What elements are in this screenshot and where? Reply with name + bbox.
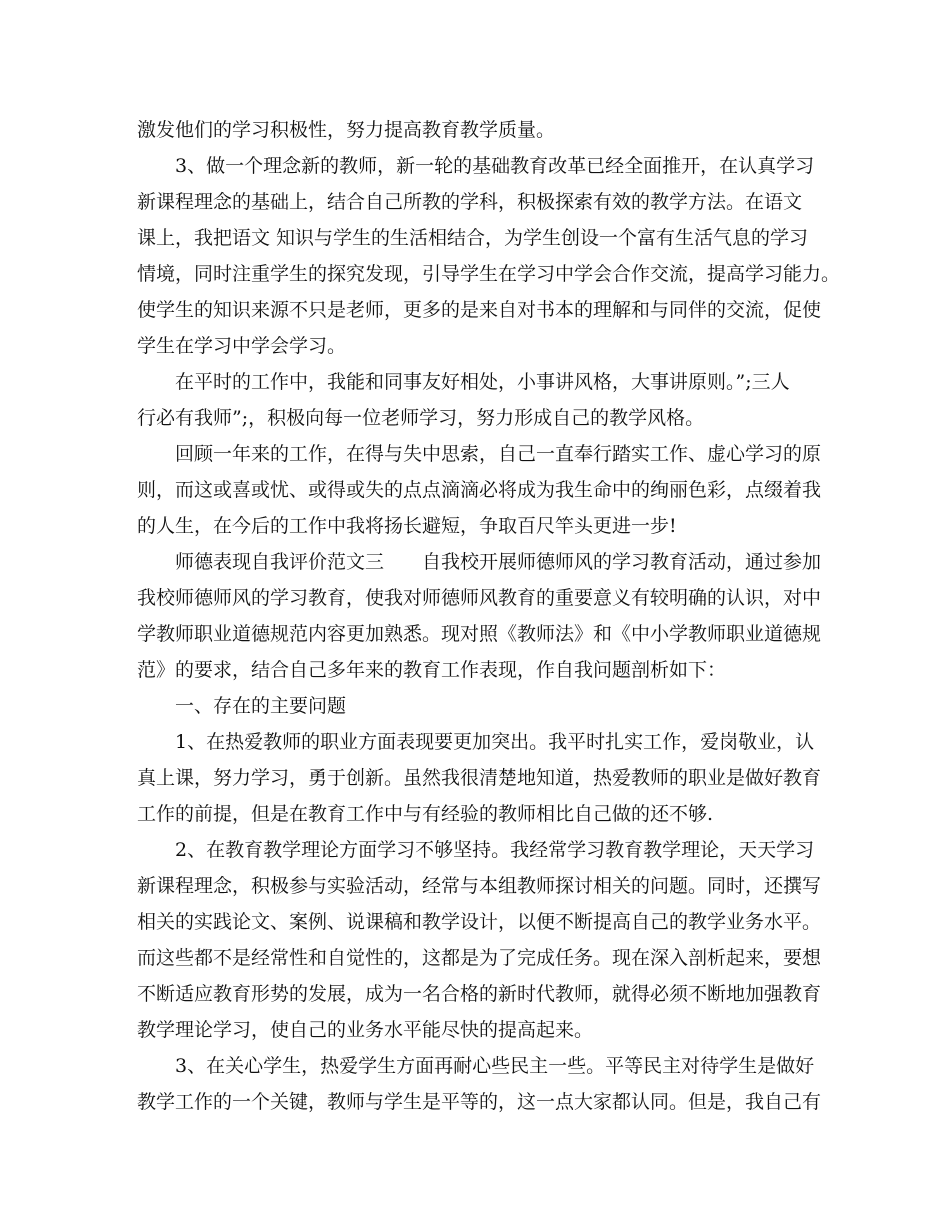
text-line: 在平时的工作中，我能和同事友好相处，小事讲风格，大事讲原则。”;三人 (175, 371, 790, 393)
text-line: 则，而这或喜或忧、或得或失的点点滴滴必将成为我生命中的绚丽色彩，点缀着我 (137, 479, 822, 501)
text-line: 真上课，努力学习，勇于创新。虽然我很清楚地知道，热爱教师的职业是做好教育 (137, 767, 822, 789)
text-line: 情境，同时注重学生的探究发现，引导学生在学习中学会合作交流，提高学习能力。 (137, 263, 841, 285)
text-line: 的人生，在今后的工作中我将扬长避短，争取百尺竿头更进一步! (137, 515, 677, 537)
text-line: 我校师德师风的学习教育，使我对师德师风教育的重要意义有较明确的认识，对中 (137, 587, 822, 609)
text-line: 新课程理念的基础上，结合自己所教的学科，积极探索有效的教学方法。在语文 (137, 191, 803, 213)
text-line: 2、在教育教学理论方面学习不够坚持。我经常学习教育教学理论，天天学习 (175, 839, 815, 861)
text-line: 工作的前提，但是在教育工作中与有经验的教师相比自己做的还不够. (137, 803, 714, 825)
text-line: 教学工作的一个关键，教师与学生是平等的，这一点大家都认同。但是，我自己有 (137, 1091, 822, 1113)
text-line: 使学生的知识来源不只是老师，更多的是来自对书本的理解和与同伴的交流，促使 (137, 299, 822, 321)
text-line: 行必有我师”;，积极向每一位老师学习，努力形成自己的教学风格。 (137, 407, 705, 429)
text-line: 不断适应教育形势的发展，成为一名合格的新时代教师，就得必须不断地加强教育 (137, 983, 822, 1005)
text-line: 学教师职业道德规范内容更加熟悉。现对照《教师法》和《中小学教师职业道德规 (137, 623, 822, 645)
text-line: 新课程理念，积极参与实验活动，经常与本组教师探讨相关的问题。同时，还撰写 (137, 875, 822, 897)
text-line: 相关的实践论文、案例、说课稿和教学设计，以便不断提高自己的教学业务水平。 (137, 911, 822, 933)
text-line: 师德表现自我评价范文三 自我校开展师德师风的学习教育活动，通过参加 (175, 551, 822, 573)
text-line: 3、做一个理念新的教师，新一轮的基础教育改革已经全面推开，在认真学习 (175, 155, 815, 177)
section-heading: 一、存在的主要问题 (175, 695, 347, 717)
text-line: 3、在关心学生，热爱学生方面再耐心些民主一些。平等民主对待学生是做好 (175, 1055, 815, 1077)
text-line: 学生在学习中学会学习。 (137, 335, 347, 357)
text-line: 教学理论学习，使自己的业务水平能尽快的提高起来。 (137, 1019, 594, 1041)
text-line: 课上，我把语文 知识与学生的生活相结合，为学生创设一个富有生活气息的学习 (137, 227, 809, 249)
text-line: 而这些都不是经常性和自觉性的，这都是为了完成任务。现在深入剖析起来，要想 (137, 947, 822, 969)
text-line: 回顾一年来的工作，在得与失中思索，自己一直奉行踏实工作、虚心学习的原 (175, 443, 822, 465)
text-line: 激发他们的学习积极性，努力提高教育教学质量。 (137, 119, 556, 141)
text-line: 范》的要求，结合自己多年来的教育工作表现，作自我问题剖析如下： (137, 659, 727, 681)
text-line: 1、在热爱教师的职业方面表现要更加突出。我平时扎实工作，爱岗敬业，认 (175, 731, 815, 753)
